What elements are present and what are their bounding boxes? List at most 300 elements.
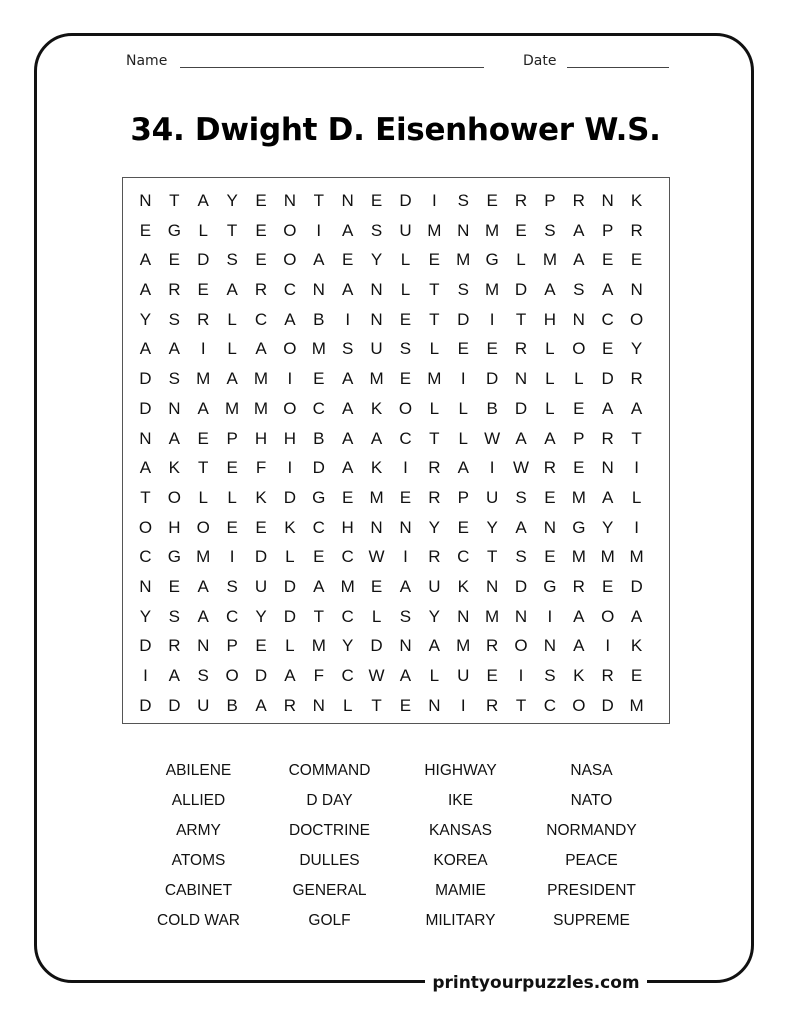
grid-cell[interactable]: A bbox=[168, 666, 180, 685]
grid-cell[interactable]: B bbox=[313, 428, 325, 448]
grid-cell[interactable]: E bbox=[630, 666, 643, 685]
grid-cell[interactable]: N bbox=[457, 606, 470, 626]
grid-cell[interactable]: H bbox=[543, 309, 557, 329]
grid-cell[interactable]: E bbox=[313, 547, 325, 567]
grid-cell[interactable]: A bbox=[284, 666, 296, 685]
grid-cell[interactable]: A bbox=[544, 280, 556, 300]
grid-cell[interactable]: C bbox=[341, 547, 354, 567]
grid-cell[interactable]: R bbox=[514, 191, 528, 210]
grid-cell[interactable]: E bbox=[602, 339, 614, 359]
grid-cell[interactable]: D bbox=[457, 309, 470, 329]
grid-cell[interactable]: K bbox=[457, 576, 469, 596]
grid-cell[interactable]: E bbox=[370, 191, 383, 210]
grid-cell[interactable]: M bbox=[427, 220, 442, 240]
grid-cell[interactable]: A bbox=[197, 398, 209, 418]
grid-cell[interactable]: A bbox=[197, 191, 209, 210]
grid-cell[interactable]: E bbox=[342, 250, 354, 270]
grid-cell[interactable]: A bbox=[399, 576, 412, 596]
grid-cell[interactable]: M bbox=[196, 547, 211, 567]
grid-cell[interactable]: N bbox=[168, 398, 181, 418]
grid-cell[interactable]: K bbox=[573, 666, 585, 685]
grid-cell[interactable]: K bbox=[630, 636, 643, 656]
grid-cell[interactable]: H bbox=[283, 428, 297, 448]
grid-cell[interactable]: N bbox=[457, 220, 470, 240]
grid-cell[interactable]: I bbox=[287, 369, 293, 389]
grid-cell[interactable]: K bbox=[284, 517, 296, 537]
grid-cell[interactable]: E bbox=[399, 369, 412, 389]
grid-cell[interactable]: D bbox=[139, 636, 152, 656]
grid-cell[interactable]: A bbox=[602, 487, 614, 507]
grid-cell[interactable]: L bbox=[198, 487, 208, 507]
grid-cell[interactable]: O bbox=[283, 339, 297, 359]
grid-cell[interactable]: G bbox=[572, 517, 586, 537]
grid-cell[interactable]: Y bbox=[602, 517, 614, 537]
grid-cell[interactable]: R bbox=[572, 191, 585, 210]
grid-cell[interactable]: A bbox=[630, 606, 643, 626]
grid-cell[interactable]: E bbox=[255, 191, 267, 210]
grid-cell[interactable]: M bbox=[196, 369, 211, 389]
grid-cell[interactable]: A bbox=[342, 280, 354, 300]
grid-cell[interactable]: B bbox=[226, 695, 238, 715]
grid-cell[interactable]: E bbox=[197, 280, 209, 300]
grid-cell[interactable]: A bbox=[139, 339, 152, 359]
grid-cell[interactable]: E bbox=[399, 309, 412, 329]
grid-cell[interactable]: Y bbox=[139, 309, 152, 329]
grid-cell[interactable]: N bbox=[514, 606, 528, 626]
grid-cell[interactable]: R bbox=[601, 666, 614, 685]
grid-cell[interactable]: L bbox=[631, 487, 642, 507]
grid-cell[interactable]: M bbox=[485, 606, 500, 626]
grid-cell[interactable]: O bbox=[225, 666, 239, 685]
grid-cell[interactable]: A bbox=[197, 576, 209, 596]
date-field[interactable] bbox=[567, 67, 669, 68]
grid-cell[interactable]: E bbox=[457, 517, 469, 537]
grid-cell[interactable]: A bbox=[573, 606, 585, 626]
grid-cell[interactable]: T bbox=[429, 309, 440, 329]
grid-cell[interactable]: D bbox=[630, 576, 643, 596]
grid-cell[interactable]: D bbox=[283, 576, 297, 596]
grid-cell[interactable]: C bbox=[312, 517, 325, 537]
grid-cell[interactable]: C bbox=[139, 547, 152, 567]
grid-cell[interactable]: E bbox=[602, 250, 614, 270]
grid-cell[interactable]: R bbox=[543, 458, 557, 478]
grid-cell[interactable]: S bbox=[544, 220, 556, 240]
grid-cell[interactable]: M bbox=[225, 398, 240, 418]
grid-cell[interactable]: A bbox=[168, 339, 180, 359]
grid-cell[interactable]: M bbox=[456, 250, 471, 270]
grid-cell[interactable]: Y bbox=[370, 250, 383, 270]
grid-cell[interactable]: A bbox=[342, 398, 354, 418]
grid-cell[interactable]: R bbox=[283, 695, 297, 715]
grid-cell[interactable]: A bbox=[197, 606, 209, 626]
grid-cell[interactable]: M bbox=[369, 369, 384, 389]
grid-cell[interactable]: N bbox=[601, 191, 614, 210]
grid-cell[interactable]: T bbox=[140, 487, 151, 507]
grid-cell[interactable]: L bbox=[429, 339, 440, 359]
grid-cell[interactable]: M bbox=[340, 576, 355, 596]
grid-cell[interactable]: T bbox=[631, 428, 642, 448]
grid-cell[interactable]: T bbox=[169, 191, 180, 210]
grid-cell[interactable]: D bbox=[168, 695, 181, 715]
grid-cell[interactable]: D bbox=[514, 576, 528, 596]
grid-cell[interactable]: S bbox=[342, 339, 354, 359]
grid-cell[interactable]: U bbox=[399, 220, 412, 240]
grid-cell[interactable]: O bbox=[398, 398, 413, 418]
grid-cell[interactable]: A bbox=[428, 636, 441, 656]
grid-cell[interactable]: D bbox=[139, 695, 152, 715]
name-field[interactable] bbox=[180, 67, 484, 68]
grid-cell[interactable]: N bbox=[139, 191, 152, 210]
grid-cell[interactable]: L bbox=[429, 398, 440, 418]
grid-cell[interactable]: M bbox=[600, 547, 615, 567]
grid-cell[interactable]: I bbox=[634, 517, 639, 537]
grid-cell[interactable]: U bbox=[370, 339, 383, 359]
grid-cell[interactable]: O bbox=[283, 220, 297, 240]
grid-cell[interactable]: E bbox=[313, 369, 325, 389]
grid-cell[interactable]: S bbox=[515, 547, 527, 567]
grid-cell[interactable]: O bbox=[196, 517, 210, 537]
grid-cell[interactable]: L bbox=[342, 695, 353, 715]
grid-cell[interactable]: R bbox=[485, 636, 499, 656]
grid-cell[interactable]: Y bbox=[428, 517, 441, 537]
grid-cell[interactable]: E bbox=[544, 547, 556, 567]
grid-cell[interactable]: I bbox=[403, 547, 408, 567]
grid-cell[interactable]: A bbox=[515, 428, 527, 448]
grid-cell[interactable]: B bbox=[486, 398, 498, 418]
grid-cell[interactable]: B bbox=[313, 309, 325, 329]
grid-cell[interactable]: N bbox=[630, 280, 643, 300]
grid-cell[interactable]: E bbox=[573, 458, 585, 478]
grid-cell[interactable]: K bbox=[630, 191, 643, 210]
grid-cell[interactable]: E bbox=[255, 220, 267, 240]
grid-cell[interactable]: E bbox=[197, 428, 209, 448]
grid-cell[interactable]: M bbox=[629, 695, 644, 715]
grid-cell[interactable]: R bbox=[168, 636, 181, 656]
grid-cell[interactable]: D bbox=[514, 280, 528, 300]
grid-cell[interactable]: L bbox=[458, 398, 468, 418]
grid-cell[interactable]: N bbox=[428, 695, 441, 715]
grid-cell[interactable]: O bbox=[283, 398, 297, 418]
grid-cell[interactable]: C bbox=[341, 666, 354, 685]
grid-cell[interactable]: R bbox=[485, 695, 499, 715]
grid-cell[interactable]: M bbox=[369, 487, 384, 507]
grid-cell[interactable]: T bbox=[198, 458, 209, 478]
grid-cell[interactable]: M bbox=[629, 547, 644, 567]
grid-cell[interactable]: A bbox=[399, 666, 412, 685]
grid-cell[interactable]: T bbox=[226, 220, 238, 240]
grid-cell[interactable]: I bbox=[143, 666, 148, 685]
grid-cell[interactable]: A bbox=[602, 280, 614, 300]
grid-cell[interactable]: L bbox=[545, 398, 555, 418]
grid-cell[interactable]: I bbox=[316, 220, 322, 240]
grid-cell[interactable]: L bbox=[545, 369, 555, 389]
grid-cell[interactable]: A bbox=[313, 576, 325, 596]
grid-cell[interactable]: S bbox=[457, 191, 469, 210]
grid-cell[interactable]: C bbox=[341, 606, 354, 626]
grid-cell[interactable]: O bbox=[283, 250, 297, 270]
grid-cell[interactable]: I bbox=[200, 339, 206, 359]
grid-cell[interactable]: L bbox=[198, 220, 208, 240]
grid-cell[interactable]: W bbox=[368, 547, 385, 567]
grid-cell[interactable]: M bbox=[571, 547, 586, 567]
grid-cell[interactable]: R bbox=[428, 487, 441, 507]
grid-cell[interactable]: M bbox=[311, 339, 326, 359]
grid-cell[interactable]: O bbox=[572, 695, 586, 715]
grid-cell[interactable]: T bbox=[515, 695, 527, 715]
grid-cell[interactable]: E bbox=[544, 487, 556, 507]
grid-cell[interactable]: Y bbox=[226, 191, 238, 210]
grid-cell[interactable]: D bbox=[601, 369, 614, 389]
grid-cell[interactable]: O bbox=[629, 309, 644, 329]
grid-cell[interactable]: Y bbox=[630, 339, 643, 359]
grid-cell[interactable]: E bbox=[399, 487, 412, 507]
grid-cell[interactable]: A bbox=[313, 250, 325, 270]
grid-cell[interactable]: E bbox=[255, 250, 267, 270]
grid-cell[interactable]: S bbox=[226, 250, 238, 270]
grid-cell[interactable]: I bbox=[287, 458, 293, 478]
grid-cell[interactable]: Y bbox=[486, 517, 498, 537]
grid-cell[interactable]: T bbox=[429, 428, 440, 448]
grid-cell[interactable]: P bbox=[602, 220, 614, 240]
grid-cell[interactable]: R bbox=[630, 220, 643, 240]
grid-cell[interactable]: D bbox=[399, 191, 412, 210]
grid-cell[interactable]: R bbox=[572, 576, 585, 596]
grid-cell[interactable]: S bbox=[515, 487, 527, 507]
grid-cell[interactable]: D bbox=[197, 250, 210, 270]
grid-cell[interactable]: M bbox=[485, 280, 500, 300]
grid-cell[interactable]: L bbox=[371, 606, 382, 626]
grid-cell[interactable]: A bbox=[573, 250, 585, 270]
grid-cell[interactable]: I bbox=[460, 369, 466, 389]
grid-cell[interactable]: L bbox=[227, 487, 237, 507]
grid-cell[interactable]: D bbox=[283, 606, 297, 626]
grid-cell[interactable]: N bbox=[370, 280, 383, 300]
grid-cell[interactable]: E bbox=[428, 250, 441, 270]
grid-cell[interactable]: S bbox=[168, 309, 180, 329]
grid-cell[interactable]: W bbox=[513, 458, 530, 478]
grid-cell[interactable]: P bbox=[226, 428, 238, 448]
grid-cell[interactable]: A bbox=[602, 398, 614, 418]
grid-cell[interactable]: N bbox=[485, 576, 499, 596]
grid-cell[interactable]: U bbox=[197, 695, 210, 715]
grid-cell[interactable]: N bbox=[543, 636, 557, 656]
grid-cell[interactable]: A bbox=[342, 369, 354, 389]
grid-cell[interactable]: N bbox=[283, 191, 297, 210]
grid-cell[interactable]: A bbox=[139, 280, 152, 300]
grid-cell[interactable]: I bbox=[229, 547, 235, 567]
grid-cell[interactable]: T bbox=[313, 191, 324, 210]
grid-cell[interactable]: R bbox=[254, 280, 268, 300]
grid-cell[interactable]: S bbox=[370, 220, 383, 240]
grid-cell[interactable]: I bbox=[431, 191, 437, 210]
grid-cell[interactable]: N bbox=[399, 517, 412, 537]
grid-cell[interactable]: T bbox=[486, 547, 498, 567]
grid-cell[interactable]: O bbox=[167, 487, 181, 507]
grid-cell[interactable]: S bbox=[544, 666, 556, 685]
grid-cell[interactable]: I bbox=[547, 606, 553, 626]
grid-cell[interactable]: I bbox=[634, 458, 639, 478]
grid-cell[interactable]: A bbox=[168, 428, 180, 448]
grid-cell[interactable]: E bbox=[630, 250, 643, 270]
grid-cell[interactable]: W bbox=[484, 428, 501, 448]
grid-cell[interactable]: A bbox=[255, 339, 267, 359]
grid-cell[interactable]: D bbox=[139, 369, 152, 389]
grid-cell[interactable]: S bbox=[573, 280, 585, 300]
grid-cell[interactable]: N bbox=[312, 695, 325, 715]
grid-cell[interactable]: L bbox=[285, 636, 295, 656]
grid-cell[interactable]: A bbox=[457, 458, 469, 478]
grid-cell[interactable]: L bbox=[227, 309, 237, 329]
grid-cell[interactable]: D bbox=[254, 547, 268, 567]
grid-cell[interactable]: E bbox=[486, 666, 498, 685]
grid-cell[interactable]: E bbox=[168, 576, 180, 596]
grid-cell[interactable]: T bbox=[313, 606, 324, 626]
grid-cell[interactable]: H bbox=[254, 428, 268, 448]
grid-cell[interactable]: M bbox=[485, 220, 500, 240]
grid-cell[interactable]: N bbox=[139, 428, 152, 448]
grid-cell[interactable]: E bbox=[370, 576, 383, 596]
grid-cell[interactable]: A bbox=[573, 220, 585, 240]
grid-cell[interactable]: T bbox=[515, 309, 527, 329]
grid-cell[interactable]: M bbox=[456, 636, 471, 656]
grid-cell[interactable]: E bbox=[342, 487, 354, 507]
grid-cell[interactable]: L bbox=[429, 666, 440, 685]
grid-cell[interactable]: R bbox=[428, 547, 441, 567]
grid-cell[interactable]: E bbox=[602, 576, 614, 596]
grid-cell[interactable]: O bbox=[138, 517, 153, 537]
grid-cell[interactable]: M bbox=[253, 398, 269, 418]
grid-cell[interactable]: A bbox=[226, 369, 238, 389]
grid-cell[interactable]: E bbox=[226, 458, 238, 478]
grid-cell[interactable]: L bbox=[458, 428, 468, 448]
grid-cell[interactable]: D bbox=[312, 458, 325, 478]
grid-cell[interactable]: A bbox=[139, 250, 152, 270]
grid-cell[interactable]: A bbox=[284, 309, 296, 329]
grid-cell[interactable]: M bbox=[571, 487, 586, 507]
grid-cell[interactable]: F bbox=[255, 458, 267, 478]
grid-cell[interactable]: C bbox=[543, 695, 557, 715]
grid-cell[interactable]: A bbox=[342, 220, 354, 240]
grid-cell[interactable]: I bbox=[489, 309, 495, 329]
grid-cell[interactable]: P bbox=[573, 428, 585, 448]
grid-cell[interactable]: K bbox=[168, 458, 180, 478]
grid-cell[interactable]: W bbox=[368, 666, 385, 685]
grid-cell[interactable]: I bbox=[403, 458, 408, 478]
grid-cell[interactable]: P bbox=[226, 636, 238, 656]
grid-cell[interactable]: C bbox=[312, 398, 325, 418]
grid-cell[interactable]: N bbox=[312, 280, 325, 300]
grid-cell[interactable]: E bbox=[255, 636, 267, 656]
grid-cell[interactable]: N bbox=[399, 636, 412, 656]
grid-cell[interactable]: E bbox=[255, 517, 267, 537]
grid-cell[interactable]: A bbox=[515, 517, 527, 537]
grid-cell[interactable]: C bbox=[254, 309, 268, 329]
grid-cell[interactable]: D bbox=[514, 398, 528, 418]
grid-cell[interactable]: N bbox=[601, 458, 614, 478]
grid-cell[interactable]: R bbox=[168, 280, 181, 300]
grid-cell[interactable]: A bbox=[342, 428, 354, 448]
grid-cell[interactable]: L bbox=[227, 339, 237, 359]
grid-cell[interactable]: Y bbox=[342, 636, 354, 656]
grid-cell[interactable]: N bbox=[514, 369, 528, 389]
grid-cell[interactable]: K bbox=[370, 458, 383, 478]
grid-cell[interactable]: L bbox=[400, 250, 411, 270]
grid-cell[interactable]: I bbox=[489, 458, 495, 478]
grid-cell[interactable]: D bbox=[139, 398, 152, 418]
grid-cell[interactable]: T bbox=[429, 280, 440, 300]
grid-cell[interactable]: Y bbox=[139, 606, 152, 626]
grid-cell[interactable]: N bbox=[197, 636, 210, 656]
grid-cell[interactable]: M bbox=[253, 369, 269, 389]
grid-cell[interactable]: Y bbox=[428, 606, 441, 626]
grid-cell[interactable]: R bbox=[601, 428, 614, 448]
grid-cell[interactable]: A bbox=[630, 398, 643, 418]
grid-cell[interactable]: S bbox=[197, 666, 209, 685]
grid-cell[interactable]: I bbox=[460, 695, 466, 715]
grid-cell[interactable]: L bbox=[574, 369, 584, 389]
grid-cell[interactable]: D bbox=[601, 695, 614, 715]
grid-cell[interactable]: U bbox=[485, 487, 499, 507]
grid-cell[interactable]: K bbox=[370, 398, 383, 418]
grid-cell[interactable]: G bbox=[167, 220, 181, 240]
grid-cell[interactable]: E bbox=[168, 250, 180, 270]
grid-cell[interactable]: E bbox=[226, 517, 238, 537]
grid-cell[interactable]: E bbox=[486, 191, 498, 210]
grid-cell[interactable]: G bbox=[543, 576, 557, 596]
grid-cell[interactable]: D bbox=[485, 369, 499, 389]
grid-cell[interactable]: K bbox=[255, 487, 267, 507]
grid-cell[interactable]: R bbox=[630, 369, 643, 389]
grid-cell[interactable]: H bbox=[168, 517, 181, 537]
grid-cell[interactable]: M bbox=[427, 369, 442, 389]
grid-cell[interactable]: A bbox=[573, 636, 585, 656]
grid-cell[interactable]: F bbox=[313, 666, 324, 685]
grid-cell[interactable]: M bbox=[542, 250, 557, 270]
grid-cell[interactable]: A bbox=[226, 280, 238, 300]
grid-cell[interactable]: L bbox=[516, 250, 526, 270]
grid-cell[interactable]: S bbox=[226, 576, 238, 596]
grid-cell[interactable]: L bbox=[285, 547, 295, 567]
grid-cell[interactable]: I bbox=[605, 636, 611, 656]
grid-cell[interactable]: U bbox=[254, 576, 268, 596]
grid-cell[interactable]: E bbox=[399, 695, 412, 715]
grid-cell[interactable]: R bbox=[428, 458, 441, 478]
grid-cell[interactable]: C bbox=[601, 309, 614, 329]
grid-cell[interactable]: E bbox=[573, 398, 585, 418]
grid-cell[interactable]: O bbox=[514, 636, 528, 656]
grid-cell[interactable]: I bbox=[518, 666, 524, 685]
grid-cell[interactable]: E bbox=[515, 220, 527, 240]
grid-cell[interactable]: S bbox=[168, 606, 180, 626]
grid-cell[interactable]: Y bbox=[255, 606, 267, 626]
grid-cell[interactable]: N bbox=[139, 576, 152, 596]
grid-cell[interactable]: S bbox=[457, 280, 469, 300]
grid-cell[interactable]: I bbox=[345, 309, 351, 329]
grid-cell[interactable]: N bbox=[341, 191, 354, 210]
grid-cell[interactable]: G bbox=[312, 487, 326, 507]
grid-cell[interactable]: C bbox=[399, 428, 412, 448]
grid-cell[interactable]: D bbox=[370, 636, 383, 656]
grid-cell[interactable]: G bbox=[167, 547, 181, 567]
grid-cell[interactable]: T bbox=[371, 695, 382, 715]
grid-cell[interactable]: N bbox=[370, 517, 383, 537]
grid-cell[interactable]: A bbox=[255, 695, 267, 715]
grid-cell[interactable]: G bbox=[485, 250, 499, 270]
grid-cell[interactable]: N bbox=[370, 309, 383, 329]
grid-cell[interactable]: U bbox=[428, 576, 441, 596]
grid-cell[interactable]: A bbox=[544, 428, 556, 448]
grid-cell[interactable]: E bbox=[457, 339, 469, 359]
